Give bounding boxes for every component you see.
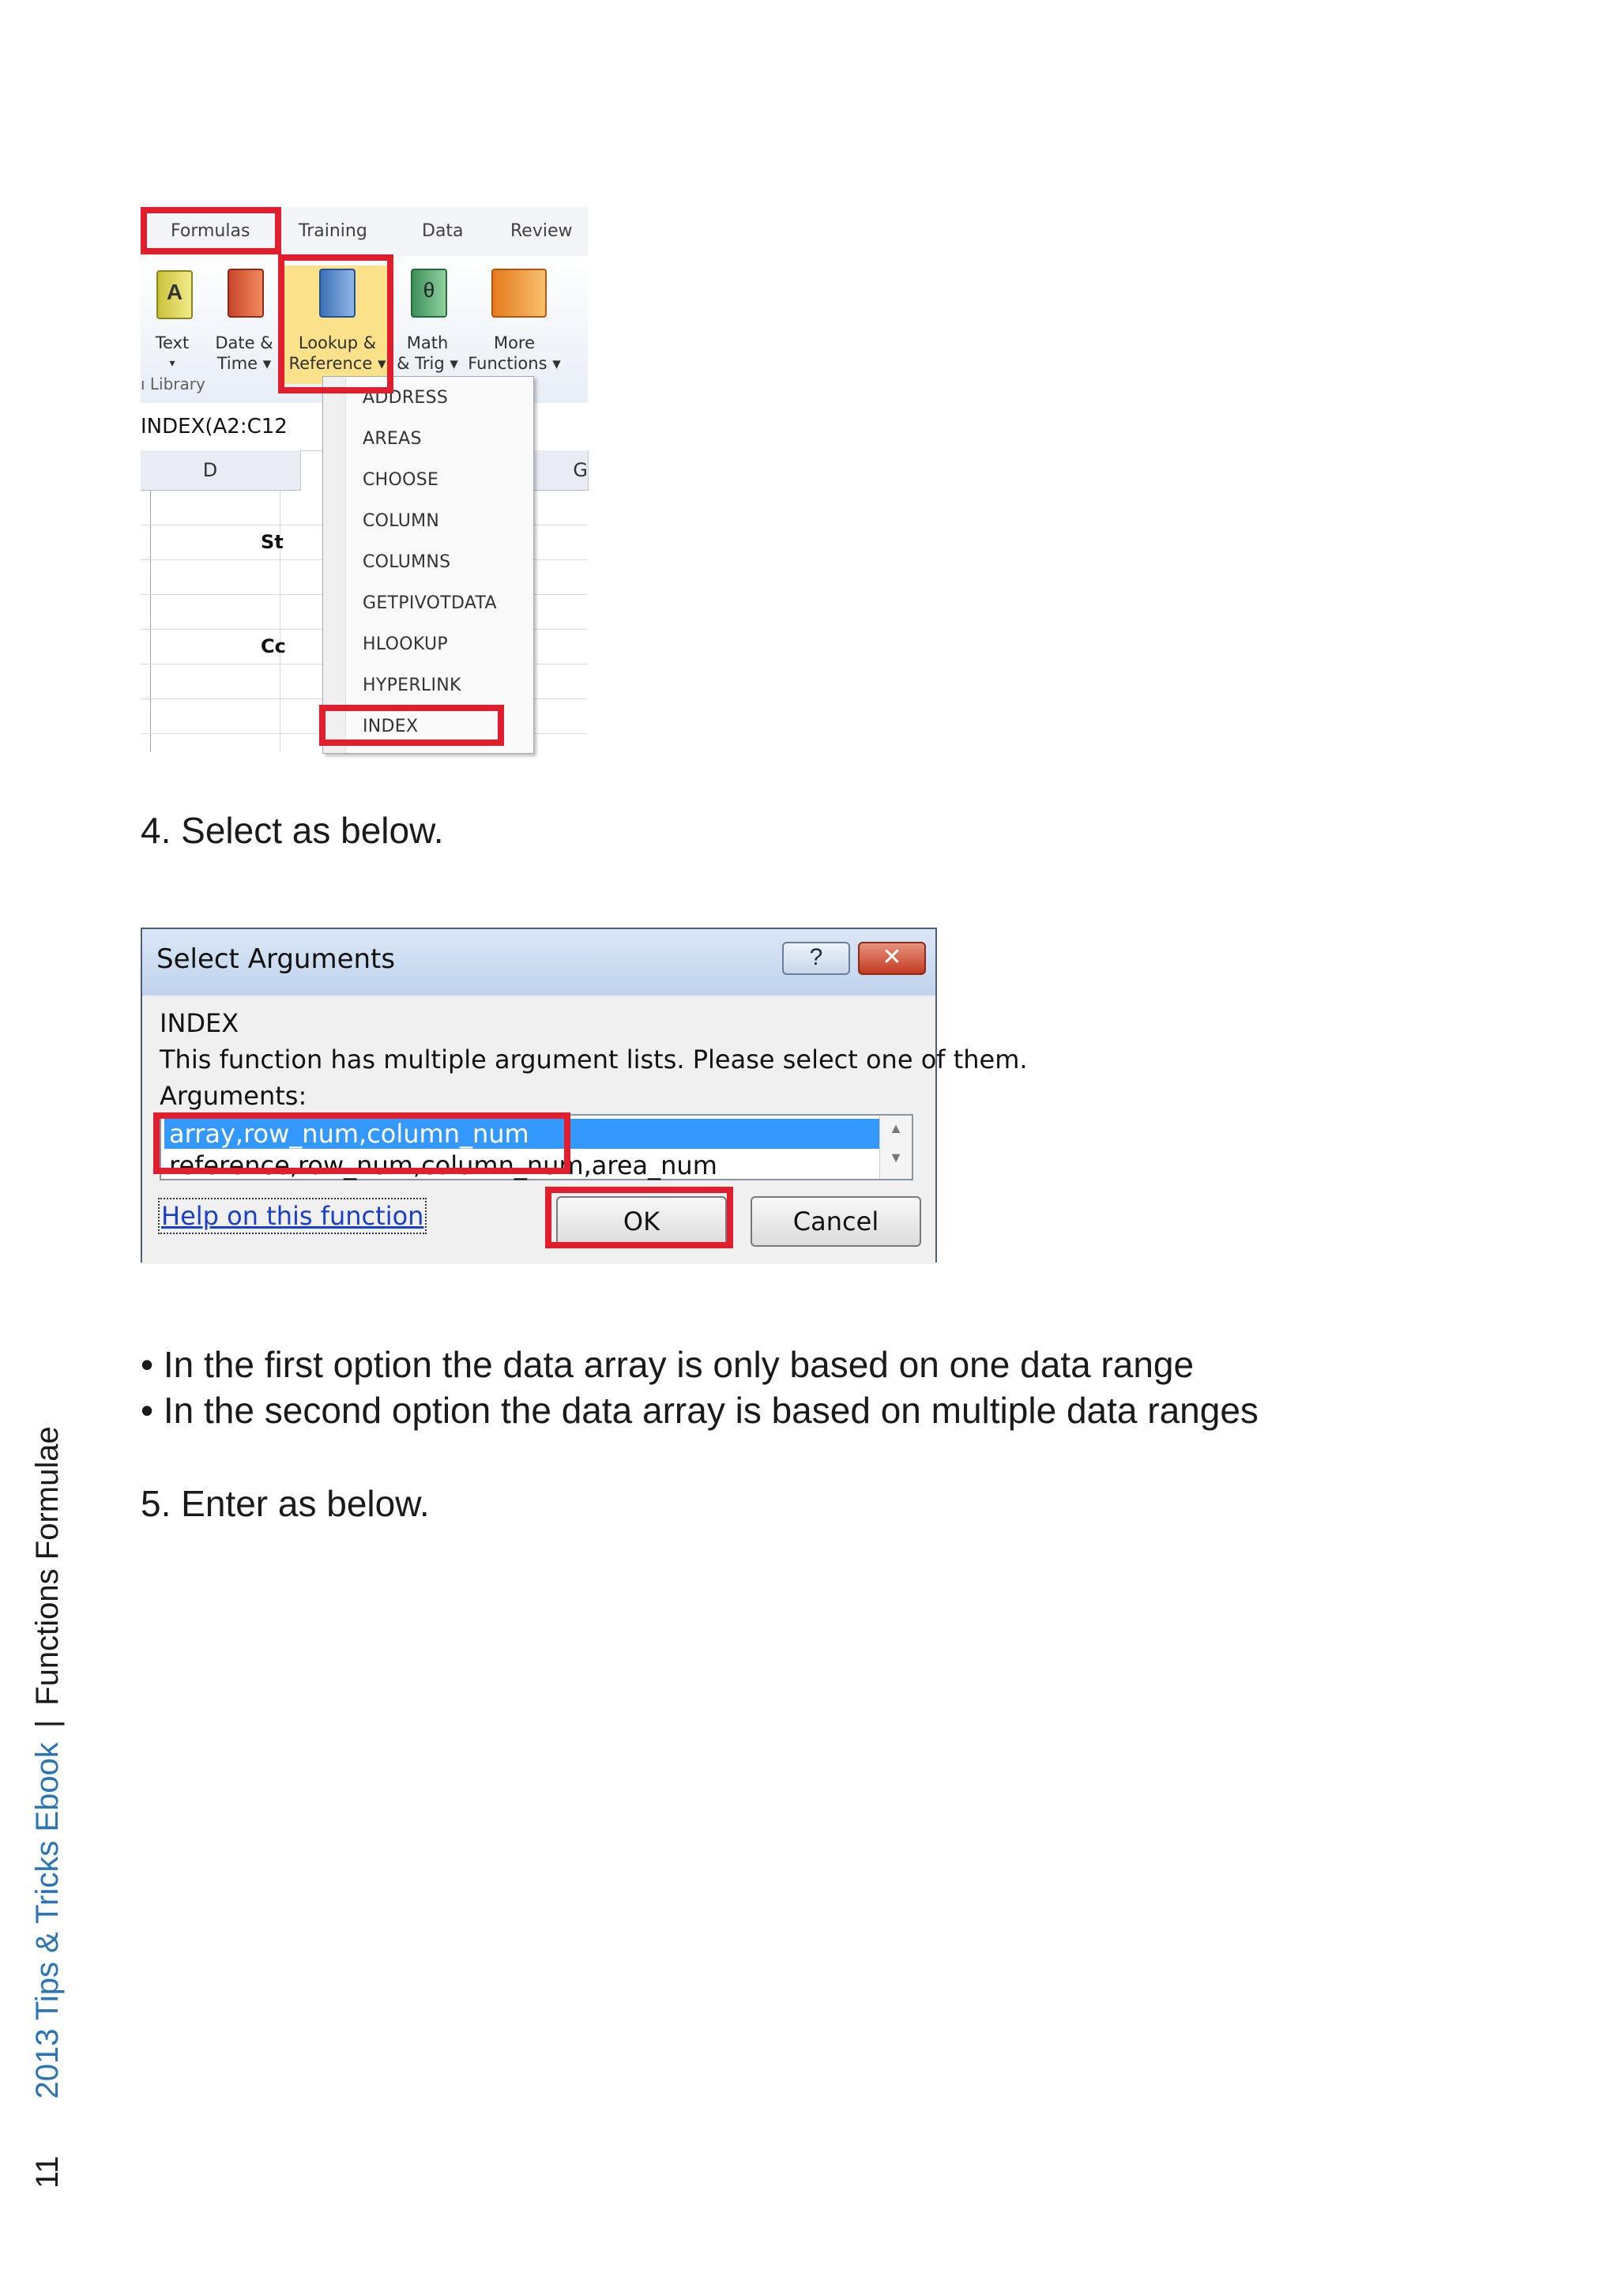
text-button-label: Text — [155, 333, 190, 352]
menu-item-choose[interactable]: CHOOSE — [363, 470, 439, 490]
menu-item-areas[interactable]: AREAS — [363, 429, 422, 449]
column-header-d[interactable]: D — [141, 450, 280, 491]
menu-item-getpivotdata[interactable]: GETPIVOTDATA — [363, 593, 497, 613]
books-stack-icon — [491, 269, 547, 318]
step-5-text: 5. Enter as below. — [141, 1483, 430, 1524]
dropdown-icon-gutter — [323, 377, 346, 753]
dialog-title-bar — [142, 929, 935, 996]
ebook-title: 2013 Tips & Tricks Ebook — [30, 1742, 65, 2099]
excel-ribbon-screenshot — [141, 207, 588, 752]
cell-text-fragment: Cc — [261, 635, 286, 657]
page-number: 11 — [30, 2155, 65, 2189]
lookup-label-line2: Reference ▾ — [288, 354, 386, 373]
dialog-title: Select Arguments — [156, 943, 396, 975]
date-time-function-button[interactable] — [209, 265, 280, 384]
more-functions-button[interactable] — [463, 265, 566, 384]
scroll-down-icon[interactable]: ▼ — [889, 1150, 903, 1165]
highlight-ok-button — [545, 1187, 733, 1248]
menu-item-column[interactable]: COLUMN — [363, 511, 440, 531]
section-title: Functions Formulae — [30, 1426, 65, 1706]
date-time-label-line2: Time ▾ — [216, 354, 272, 373]
tab-review[interactable]: Review — [510, 221, 573, 241]
highlight-formulas-tab — [141, 207, 281, 254]
menu-item-hlookup[interactable]: HLOOKUP — [363, 634, 448, 654]
ok-button[interactable]: OK — [556, 1196, 727, 1247]
menu-item-index[interactable]: INDEX — [363, 717, 419, 736]
side-label — [30, 1426, 66, 2189]
help-on-function-link[interactable]: Help on this function — [158, 1198, 427, 1234]
help-icon[interactable]: ? — [782, 942, 850, 975]
formula-text: INDEX(A2:C12 — [141, 415, 288, 438]
arguments-label: Arguments: — [160, 1081, 307, 1111]
separator: | — [30, 1719, 65, 1729]
lookup-reference-dropdown — [322, 376, 534, 754]
argument-option-1[interactable]: array,row_num,column_num — [169, 1119, 529, 1149]
highlight-first-option — [153, 1112, 570, 1174]
lookup-label-line1: Lookup & — [298, 333, 377, 352]
tab-formulas[interactable]: Formulas — [171, 221, 250, 241]
menu-item-address[interactable]: ADDRESS — [363, 388, 449, 408]
text-function-button[interactable] — [149, 265, 196, 384]
more-label-line1: More — [493, 333, 536, 352]
column-header-g[interactable]: G — [532, 450, 589, 491]
select-arguments-dialog — [141, 928, 1028, 1263]
argument-option-2[interactable]: reference,row_num,column_num,area_num — [169, 1150, 717, 1180]
step-4-text: 4. Select as below. — [141, 810, 444, 851]
date-time-label-line1: Date & — [215, 333, 273, 352]
column-header-e[interactable] — [280, 450, 301, 491]
cancel-button[interactable]: Cancel — [751, 1196, 921, 1247]
close-icon[interactable]: ✕ — [858, 942, 926, 975]
math-label-line2: & Trig ▾ — [397, 354, 458, 373]
text-book-icon: A — [156, 270, 193, 319]
tab-training[interactable]: Training — [299, 221, 367, 241]
math-trig-button[interactable] — [392, 265, 463, 384]
dropdown-arrow-icon: ▾ — [169, 357, 175, 370]
bullet-second-option: • In the second option the data array is based on multiple data ranges — [141, 1390, 1259, 1431]
function-name: INDEX — [160, 1008, 239, 1038]
calendar-book-icon — [228, 269, 264, 318]
more-label-line2: Functions ▾ — [468, 354, 561, 373]
dialog-message: This function has multiple argument lists. Please select one of them. — [160, 1044, 1028, 1075]
tab-data[interactable]: Data — [422, 221, 464, 241]
function-library-label: ı Library — [141, 375, 205, 393]
menu-item-hyperlink[interactable]: HYPERLINK — [363, 676, 461, 695]
highlight-index-item — [319, 705, 504, 746]
scroll-up-icon[interactable]: ▲ — [889, 1120, 903, 1136]
side-footer — [30, 1418, 77, 2208]
math-label-line1: Math — [406, 333, 449, 352]
bullet-first-option: • In the first option the data array is only based on one data range — [141, 1344, 1195, 1385]
theta-book-icon: θ — [411, 269, 447, 318]
highlight-lookup-button — [278, 254, 393, 393]
listbox-scrollbar[interactable] — [879, 1116, 912, 1179]
menu-item-columns[interactable]: COLUMNS — [363, 552, 451, 572]
cell-text-fragment: St — [261, 531, 284, 553]
